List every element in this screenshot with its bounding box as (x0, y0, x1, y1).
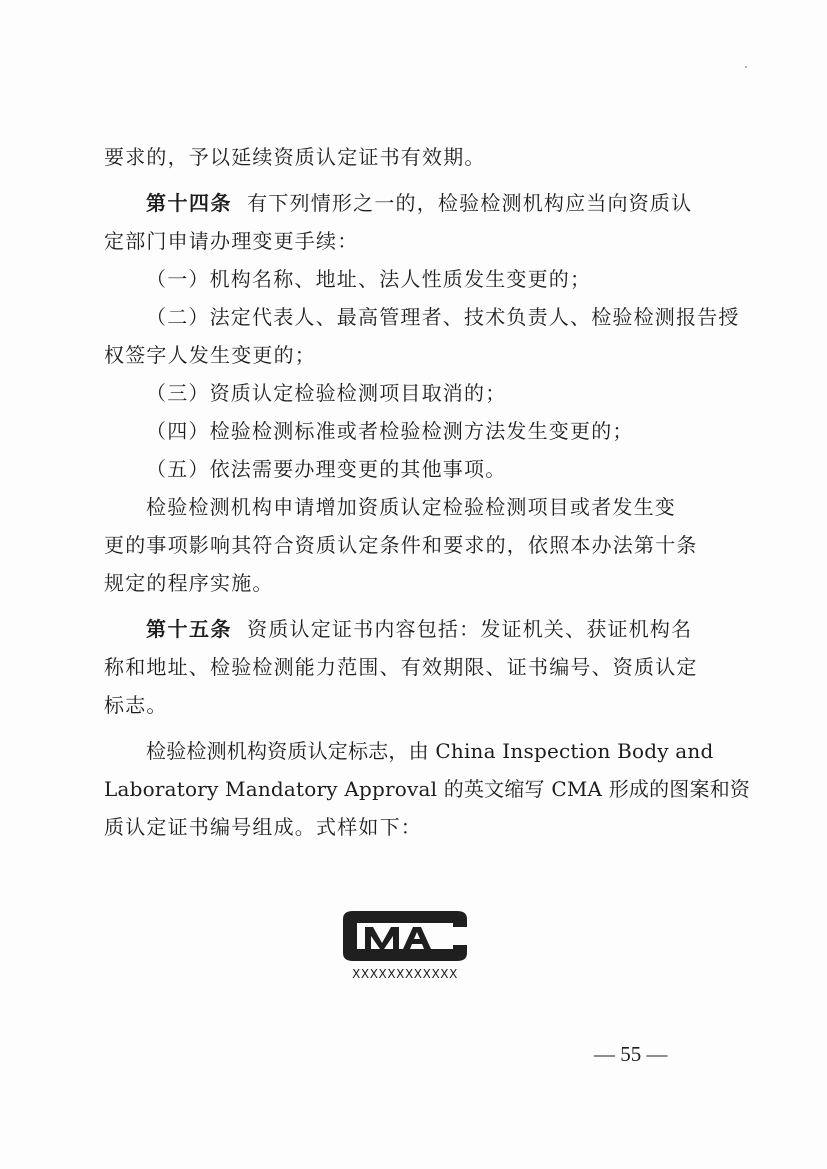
article-15-paragraph-cont-2: 质认定证书编号组成。式样如下： (104, 815, 422, 839)
article-14-item-1: （一）机构名称、地址、法人性质发生变更的； (146, 267, 592, 291)
article-14-item-5: （五）依法需要办理变更的其他事项。 (146, 457, 507, 481)
article-14-title: 第十四条 (146, 191, 232, 215)
continuation-line: 要求的，予以延续资质认定证书有效期。 (104, 145, 486, 169)
article-15-paragraph: 检验检测机构资质认定标志，由 China Inspection Body and (146, 739, 714, 763)
article-15-title: 第十五条 (146, 617, 232, 641)
article-14-paragraph-cont-1: 更的事项影响其符合资质认定条件和要求的，依照本办法第十条 (104, 533, 698, 557)
article-14-item-2-cont: 权签字人发生变更的； (104, 343, 316, 367)
article-15-paragraph-cont-1: Laboratory Mandatory Approval 的英文缩写 CMA 形成的图案和资 (104, 777, 751, 801)
article-14-heading-line (104, 184, 716, 222)
page-number: — 55 — (594, 1042, 668, 1066)
article-15-heading-line (104, 610, 716, 648)
body-text (104, 138, 751, 846)
scan-speck (745, 66, 747, 68)
article-15-intro-cont-2: 标志。 (104, 693, 168, 717)
article-15-intro-cont-1: 称和地址、检验检测能力范围、有效期限、证书编号、资质认定 (104, 655, 698, 679)
article-14-item-4: （四）检验检测标准或者检验检测方法发生变更的； (146, 419, 634, 443)
article-14-paragraph: 检验检测机构申请增加资质认定检验检测项目或者发生变 (146, 495, 676, 519)
article-14-item-3: （三）资质认定检验检测项目取消的； (146, 381, 507, 405)
cma-certificate-code: XXXXXXXXXXXX (352, 967, 458, 981)
article-14-item-2: （二）法定代表人、最高管理者、技术负责人、检验检测报告授 (146, 305, 740, 329)
cma-mark (335, 905, 475, 985)
article-15-intro: 资质认定证书内容包括：发证机关、获证机构名 (247, 617, 693, 641)
article-14-intro: 有下列情形之一的，检验检测机构应当向资质认 (247, 191, 693, 215)
article-14-paragraph-cont-2: 规定的程序实施。 (104, 571, 274, 595)
article-14-intro-cont: 定部门申请办理变更手续： (104, 229, 359, 253)
cma-logo-icon (335, 905, 475, 967)
